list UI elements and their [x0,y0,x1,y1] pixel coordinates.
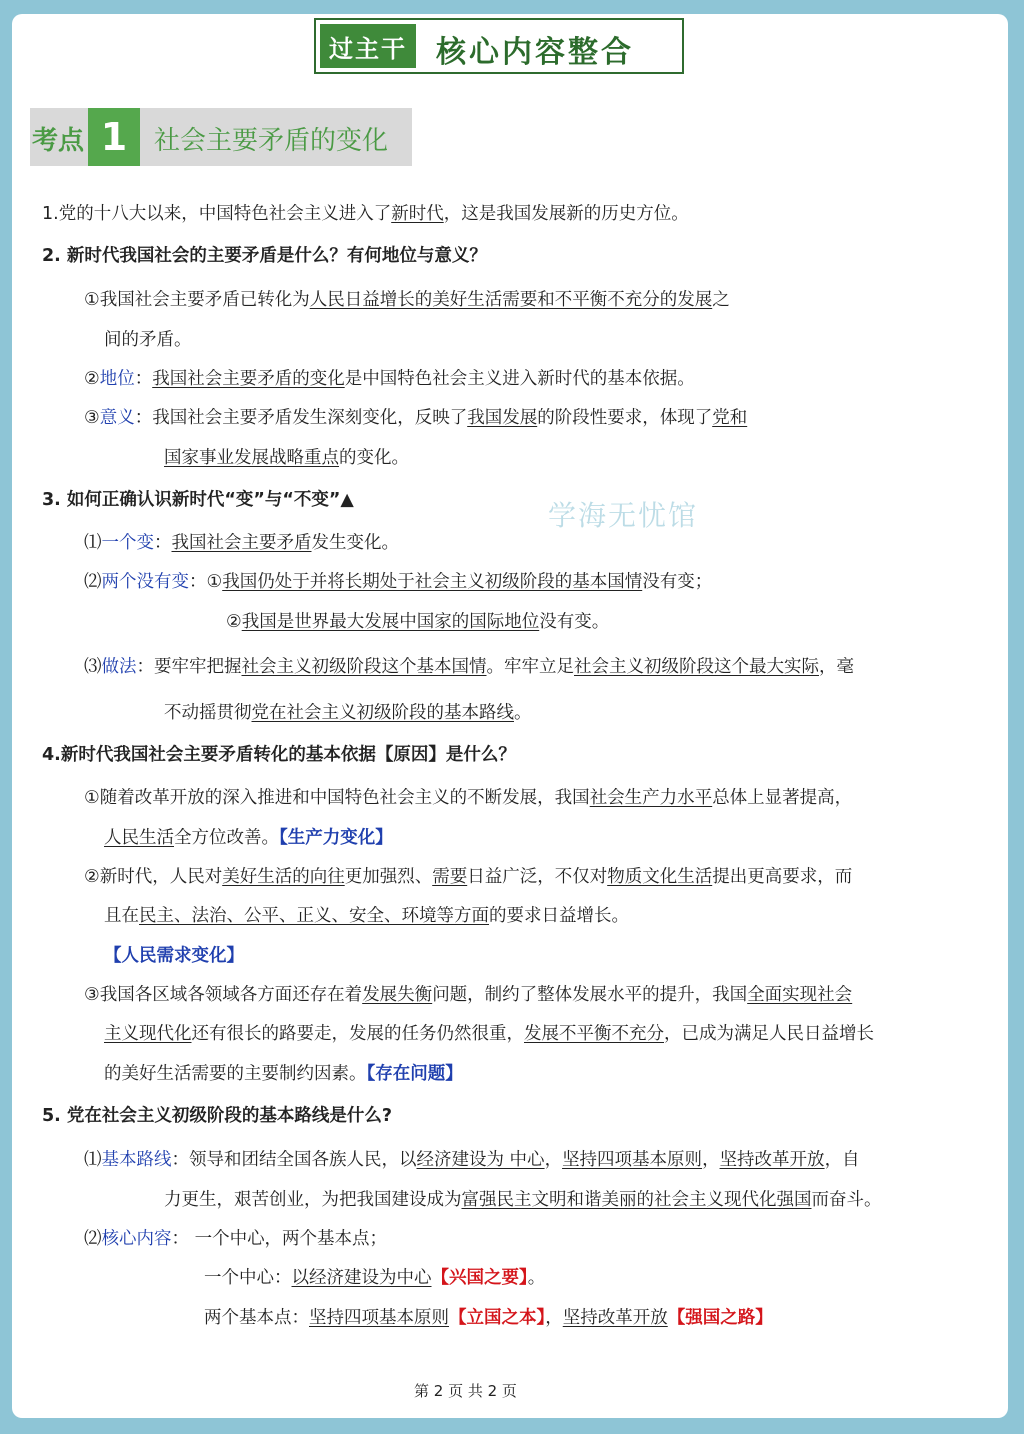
q4-point-3-cont: 主义现代化还有很长的路要走，发展的任务仍然很重，发展不平衡不充分，已成为满足人民日益增长 [104,1024,874,1044]
question-2-title: 2. 新时代我国社会的主要矛盾是什么？有何地位与意义？ [42,246,487,266]
q3-point-1: ⑴一个变：我国社会主要矛盾发生变化。 [84,533,399,553]
q4-point-2-cont: 且在民主、法治、公平、正义、安全、环境等方面的要求日益增长。 [104,906,629,926]
q2-point-1-cont: 间的矛盾。 [104,330,192,350]
q5-point-2-center: 一个中心：以经济建设为中心【兴国之要】。 [204,1268,546,1288]
q3-point-2-cont: ②我国是世界最大发展中国家的国际地位没有变。 [226,612,610,632]
exam-point-label: 考点 [32,126,85,156]
q5-point-1: ⑴基本路线：领导和团结全国各族人民，以经济建设为 中心，坚持四项基本原则，坚持改革开放，自 [84,1150,860,1170]
watermark: 学海无忧馆 [548,499,699,532]
q3-point-3: ⑶做法：要牢牢把握社会主义初级阶段这个基本国情。牢牢立足社会主义初级阶段这个最大实际，毫 [84,657,854,677]
question-5-title: 5. 党在社会主义初级阶段的基本路线是什么? [42,1106,393,1126]
question-3-title: 3. 如何正确认识新时代“变”与“不变”▲ [42,490,354,510]
exam-point-number: 1 [88,108,140,166]
q4-point-2: ②新时代，人民对美好生活的向往更加强烈、需要日益广泛，不仅对物质文化生活提出更高要求，而 [84,867,853,887]
q3-point-2: ⑵两个没有变：①我国仍处于并将长期处于社会主义初级阶段的基本国情没有变； [84,572,713,592]
q4-point-3: ③我国各区域各领域各方面还存在着发展失衡问题，制约了整体发展水平的提升，我国全面实现社会 [84,985,853,1005]
q5-point-2-points: 两个基本点：坚持四项基本原则【立国之本】，坚持改革开放【强国之路】 [204,1308,773,1328]
section-header [314,18,684,74]
question-1: 1.党的十八大以来，中国特色社会主义进入了新时代，这是我国发展新的历史方位。 [42,204,689,224]
q2-point-3: ③意义：我国社会主要矛盾发生深刻变化，反映了我国发展的阶段性要求，体现了党和 [84,408,748,428]
q3-point-3-cont: 不动摇贯彻党在社会主义初级阶段的基本路线。 [164,703,532,723]
page-footer: 第 2 页 共 2 页 [414,1382,517,1400]
q5-point-1-cont: 力更生，艰苦创业，为把我国建设成为富强民主文明和谐美丽的社会主义现代化强国而奋斗。 [164,1190,882,1210]
q4-point-2-tag: 【人民需求变化】 [104,946,244,966]
question-4-title: 4.新时代我国社会主要矛盾转化的基本依据【原因】是什么？ [42,745,516,765]
q4-point-3-cont2: 的美好生活需要的主要制约因素。【存在问题】 [104,1064,463,1084]
q2-point-3-cont: 国家事业发展战略重点的变化。 [164,448,409,468]
q4-point-1: ①随着改革开放的深入推进和中国特色社会主义的不断发展，我国社会生产力水平总体上显著提高， [84,788,853,808]
exam-point-title: 社会主要矛盾的变化 [154,126,389,156]
exam-point-banner [30,108,412,166]
header-title: 核心内容整合 [436,35,634,70]
header-tag: 过主干 [320,24,416,68]
q2-point-1: ①我国社会主要矛盾已转化为人民日益增长的美好生活需要和不平衡不充分的发展之 [84,290,730,310]
q4-point-1-cont: 人民生活全方位改善。【生产力变化】 [104,828,393,848]
q5-point-2: ⑵核心内容： 一个中心，两个基本点； [84,1229,388,1249]
q2-point-2: ②地位：我国社会主要矛盾的变化是中国特色社会主义进入新时代的基本依据。 [84,369,695,389]
